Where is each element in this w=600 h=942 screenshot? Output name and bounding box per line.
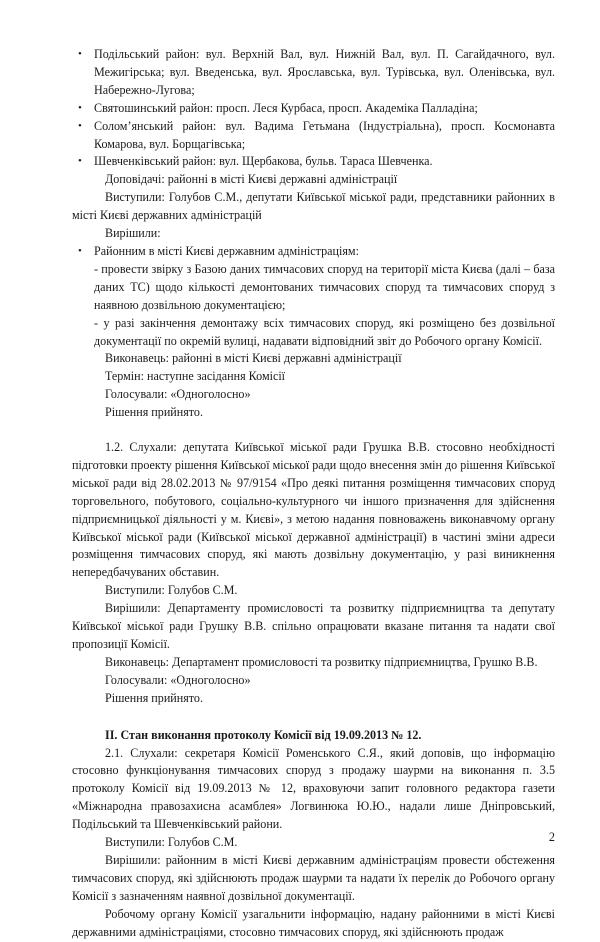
deadline-line: Термін: наступне засідання Комісії <box>105 369 286 384</box>
section-spacer <box>72 708 555 727</box>
item-1-2-decided-paragraph: Вирішили: Департаменту промисловості та розвитку підприємництва та депутату Київської міської ради Грушку В.В. спільно опрацювати вказане питання та надати свої пропозиції Комісії. <box>72 601 555 651</box>
section-2-heading: II. Стан виконання протоколу Комісії від 19.09.2013 № 12. <box>105 727 422 742</box>
item-2-1-continuation-paragraph: Робочому органу Комісії узагальнити інформацію, надану районними в місті Києві державними адміністраціями, стосовно тимчасових споруд, які здійснюють продаж <box>72 906 555 939</box>
speakers-line: Виступили: Голубов С.М., депутати Київської міської ради, представники районних в місті Києві державних адміністрацій <box>72 190 555 223</box>
voted-line: Голосували: «Одноголосно» <box>105 387 251 402</box>
section-spacer <box>72 422 555 439</box>
item-2-1-speakers-line: Виступили: Голубов С.М. <box>105 835 238 850</box>
item-1-2-heard-paragraph: 1.2. Слухали: депутата Київської міської ради Грушка В.В. стосовно необхідності підготовки проекту рішення Київської міської ради щодо внесення змін до рішення Київської міської ради від 28.02.2013 № 97/9154 «Про деякі питання розміщення тимчасових споруд торговельного, побутового, соціально-культурного чи іншого призначення для здійснення підприємницької діяльності у м. Києві», з метою надання повноважень виконавчому органу Київської міської ради (Київської міської державної адміністрації) в частині зміни адреси розміщення тимчасових споруд, які мають дозвільну документацію, у разі виникнення непередбачуваних обставин. <box>72 440 555 580</box>
list-item: • Районним в місті Києві державним адміністраціям: <box>72 243 555 261</box>
list-item: • Солом’янський район: вул. Вадима Гетьмана (Індустріальна), просп. Космонавта Комарова, вул. Борщагівська; <box>72 118 555 154</box>
decision-bullet-list <box>72 243 555 261</box>
executor-line: Виконавець: районні в місті Києві державні адміністрації <box>105 351 402 366</box>
districts-bullet-list <box>72 46 555 171</box>
item-1-2-executor-line: Виконавець: Департамент промисловості та розвитку підприємництва, Грушко В.В. <box>105 654 538 669</box>
list-item: • Святошинський район: просп. Леся Курбаса, просп. Академіка Палладіна; <box>72 100 555 118</box>
reporters-line: Доповідачі: районні в місті Києві державні адміністрації <box>105 172 398 187</box>
decision-adopted-line: Рішення прийнято. <box>105 405 203 420</box>
item-1-2-decision-adopted-line: Рішення прийнято. <box>105 690 203 705</box>
item-1-2-speakers-line: Виступили: Голубов С.М. <box>105 583 238 598</box>
page-number: 2 <box>548 830 555 844</box>
item-2-1-decided-paragraph: Вирішили: районним в місті Києві державним адміністраціям провести обстеження тимчасових споруд, які здійснюють продаж шаурми та надати їх перелік до Робочого органу Комісії з зазначенням наявної дозвільної документації. <box>72 852 555 903</box>
decision-subitem: - у разі закінчення демонтажу всіх тимчасових споруд, які розміщено без дозвільної документації по окремій вулиці, надавати відповідний звіт до Робочого органу Комісії. <box>94 315 555 348</box>
document-body <box>72 46 555 942</box>
item-1-2-voted-line: Голосували: «Одноголосно» <box>105 672 251 687</box>
item-2-1-heard-paragraph: 2.1. Слухали: секретаря Комісії Роменського С.Я., який доповів, що інформацію стосовно функціонування тимчасових споруд з продажу шаурми на виконання п. 3.5 протоколу Комісії від 19.09.2013 № 12, враховуючи запит головного редактора газети «Міжнародна правозахисна асамблея» Логвинюка Ю.Ю., надали лише Дніпровський, Подільський та Шевченківський райони. <box>72 745 555 832</box>
list-item: • Подільський район: вул. Верхній Вал, вул. Нижній Вал, вул. П. Сагайдачного, вул. Межигірська; вул. Введенська, вул. Ярославська, вул. Турівська, вул. Оленівська, вул. Набережно-Лугова; <box>72 46 555 100</box>
decided-label: Вирішили: <box>105 226 161 241</box>
decision-subitem: - провести звірку з Базою даних тимчасових споруд на території міста Києва (далі – база даних ТС) щодо кількості демонтованих тимчасових споруд та тимчасових споруд з наявною дозвільною документацією; <box>94 261 555 312</box>
list-item: • Шевченківський район: вул. Щербакова, бульв. Тараса Шевченка. <box>72 153 555 171</box>
